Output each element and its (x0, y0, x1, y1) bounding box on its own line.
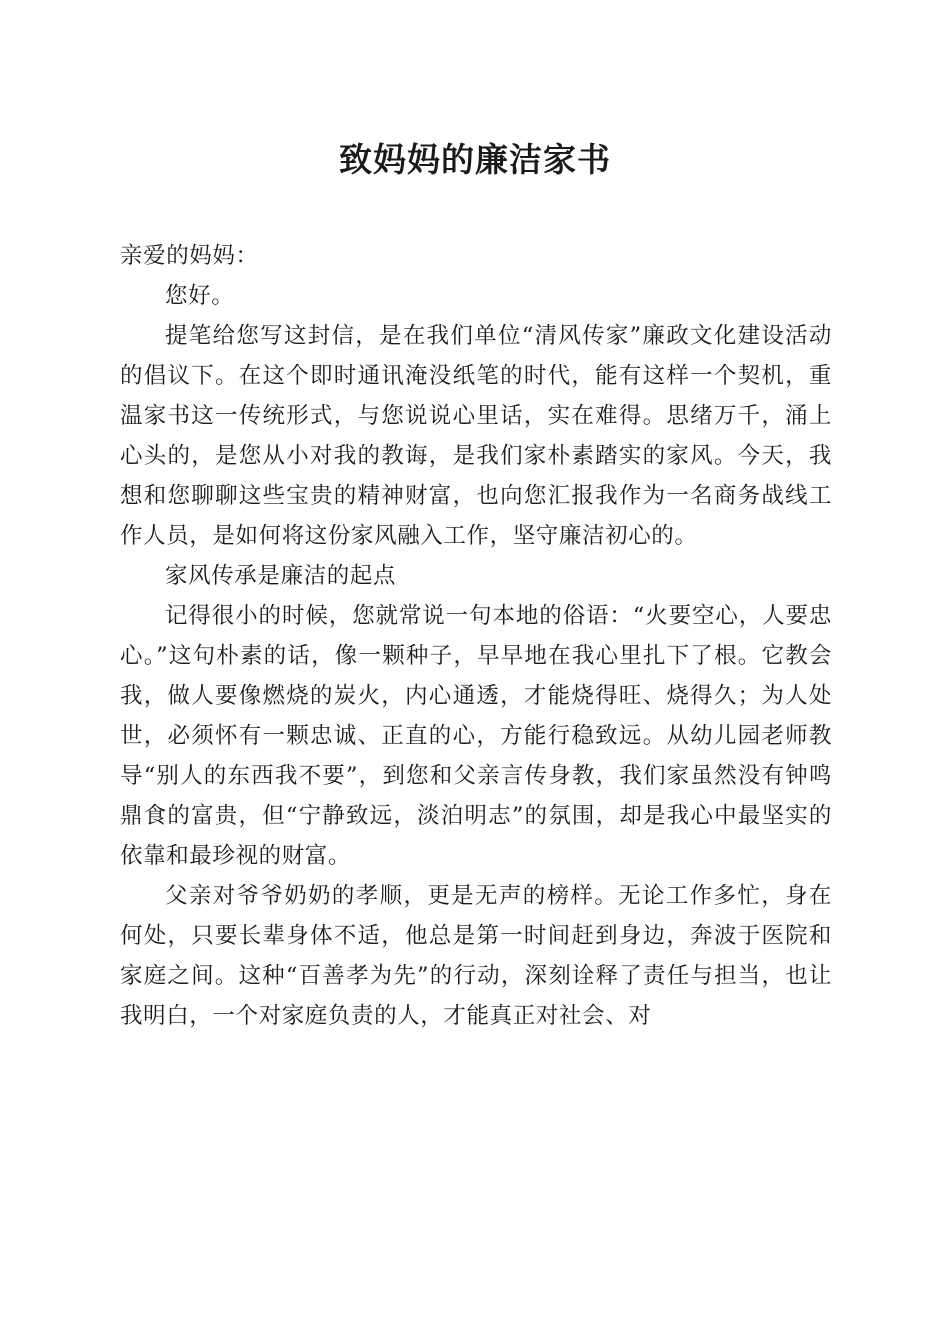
letter-body (120, 236, 832, 1036)
document-title: 致妈妈的廉洁家书 (339, 140, 611, 179)
salutation: 亲爱的妈妈： (120, 243, 259, 269)
body-paragraph: 父亲对爷爷奶奶的孝顺，更是无声的榜样。无论工作多忙，身在何处，只要长辈身体不适，他总是第一时间赶到身边，奔波于医院和家庭之间。这种“百善孝为先”的行动，深刻诠释了责任与担当，也让我明白，一个对家庭负责的人，才能真正对社会、对 (120, 883, 832, 1029)
intro-paragraph: 提笔给您写这封信，是在我们单位“清风传家”廉政文化建设活动的倡议下。在这个即时通讯淹没纸笔的时代，能有这样一个契机，重温家书这一传统形式，与您说说心里话，实在难得。思绪万千，涌上心头的，是您从小对我的教诲，是我们家朴素踏实的家风。今天，我想和您聊聊这些宝贵的精神财富，也向您汇报我作为一名商务战线工作人员，是如何将这份家风融入工作，坚守廉洁初心的。 (120, 323, 832, 549)
body-paragraph: 记得很小的时候，您就常说一句本地的俗语：“火要空心，人要忠心。”这句朴素的话，像一颗种子，早早地在我心里扎下了根。它教会我，做人要像燃烧的炭火，内心通透，才能烧得旺、烧得久；为人处世，必须怀有一颗忠诚、正直的心，方能行稳致远。从幼儿园老师教导“别人的东西我不要”，到您和父亲言传身教，我们家虽然没有钟鸣鼎食的富贵，但“宁静致远，淡泊明志”的氛围，却是我心中最坚实的依靠和最珍视的财富。 (120, 603, 832, 869)
section-heading: 家风传承是廉洁的起点 (165, 563, 397, 589)
greeting-paragraph: 您好。 (165, 283, 235, 309)
